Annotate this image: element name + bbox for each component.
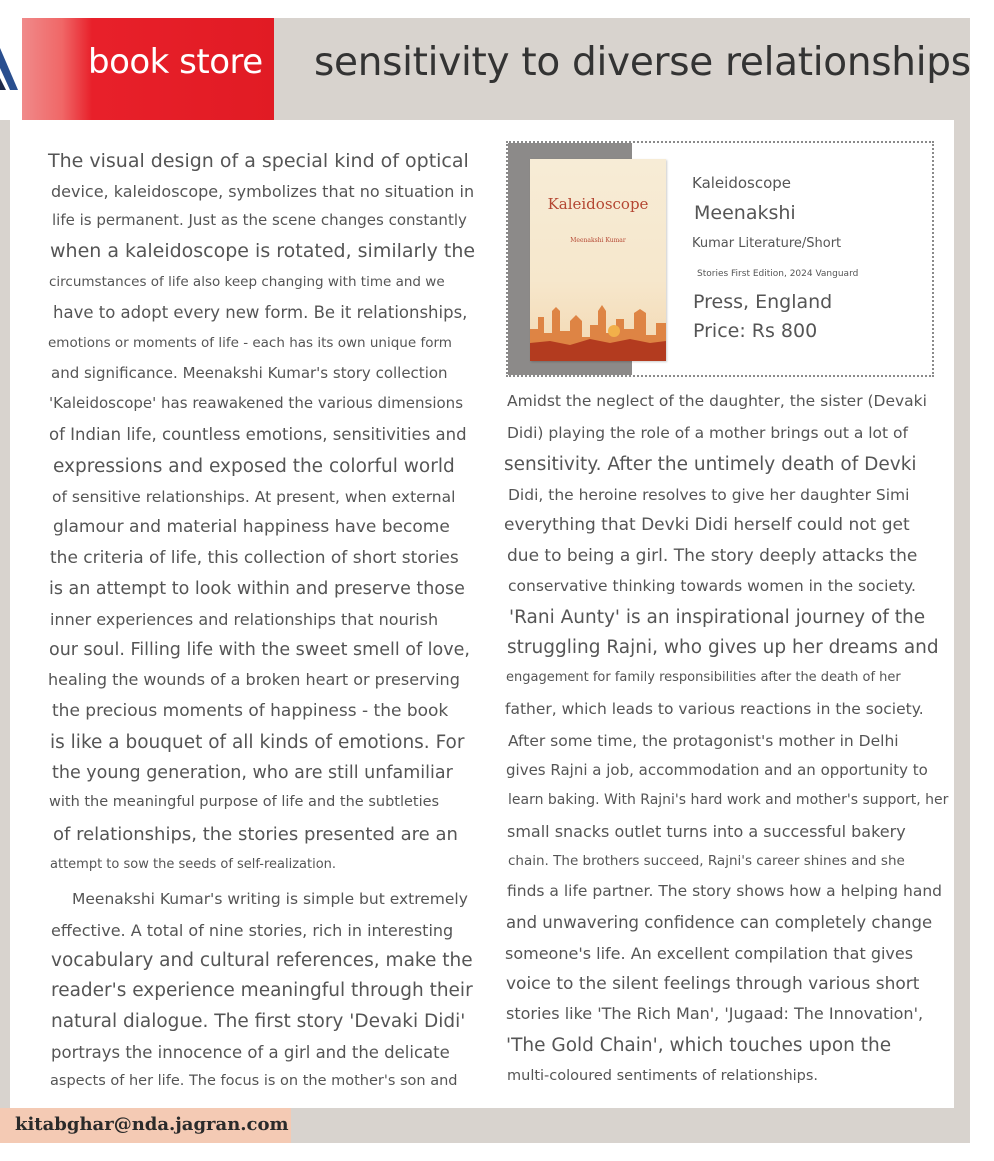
book-edition: Stories First Edition, 2024 Vanguard xyxy=(697,269,859,279)
text-line: everything that Devki Didi herself could not get xyxy=(504,515,910,535)
text-line: aspects of her life. The focus is on the mother's son and xyxy=(50,1073,458,1089)
text-line: when a kaleidoscope is rotated, similarly the xyxy=(50,240,476,262)
text-line: and significance. Meenakshi Kumar's story collection xyxy=(51,364,448,382)
book-price: Price: Rs 800 xyxy=(693,320,818,342)
text-line: expressions and exposed the colorful world xyxy=(53,456,455,477)
text-line: have to adopt every new form. Be it relationships, xyxy=(53,303,468,322)
book-details xyxy=(692,171,858,349)
text-line: Meenakshi Kumar's writing is simple but extremely xyxy=(72,890,468,908)
footer-contact xyxy=(0,1108,291,1143)
book-title: Kaleidoscope xyxy=(692,174,792,192)
logo-mark-icon xyxy=(0,38,22,98)
text-line: the criteria of life, this collection of short stories xyxy=(50,548,459,568)
text-line: healing the wounds of a broken heart or preserving xyxy=(48,670,460,689)
text-line: and unwavering confidence can completely change xyxy=(506,913,933,932)
text-line: with the meaningful purpose of life and the subtleties xyxy=(49,794,440,810)
text-line: sensitivity. After the untimely death of Devki xyxy=(504,454,917,475)
text-line: 'Kaleidoscope' has reawakened the various dimensions xyxy=(49,394,464,412)
text-line: is like a bouquet of all kinds of emotions. For xyxy=(50,732,465,753)
text-line: conservative thinking towards women in the society. xyxy=(508,577,916,595)
city-skyline-icon xyxy=(530,281,666,361)
text-line: Didi) playing the role of a mother brings out a lot of xyxy=(507,424,908,442)
article-headline: sensitivity to diverse relationships xyxy=(314,40,971,85)
text-line: The visual design of a special kind of optical xyxy=(48,150,469,172)
text-line: inner experiences and relationships that nourish xyxy=(50,610,439,629)
text-line: Didi, the heroine resolves to give her daughter Simi xyxy=(508,486,910,504)
text-line: father, which leads to various reactions in the society. xyxy=(505,700,924,718)
article-right-column xyxy=(504,385,949,1089)
text-line: device, kaleidoscope, symbolizes that no situation in xyxy=(51,182,475,201)
book-cover-title: Kaleidoscope xyxy=(547,195,649,213)
text-line: our soul. Filling life with the sweet smell of love, xyxy=(49,640,470,660)
contact-email-link[interactable]: kitabghar@nda.jagran.com xyxy=(15,1114,289,1135)
text-line: glamour and material happiness have become xyxy=(53,517,450,537)
article-left-column xyxy=(48,140,478,1095)
book-publisher: Press, England xyxy=(693,291,833,313)
text-line: someone's life. An excellent compilation that gives xyxy=(505,944,914,963)
text-line: of Indian life, countless emotions, sensitivities and xyxy=(49,425,467,444)
text-line: circumstances of life also keep changing with time and we xyxy=(49,274,445,290)
text-line: chain. The brothers succeed, Rajni's career shines and she xyxy=(508,853,905,869)
text-line: stories like 'The Rich Man', 'Jugaad: The Innovation', xyxy=(506,1004,924,1023)
book-cover xyxy=(530,159,666,361)
text-line: of relationships, the stories presented are an xyxy=(53,824,458,845)
text-line: 'Rani Aunty' is an inspirational journey of the xyxy=(509,607,926,628)
text-line: the young generation, who are still unfamiliar xyxy=(52,763,453,783)
book-info-box xyxy=(506,141,934,377)
text-line: natural dialogue. The first story 'Devaki Didi' xyxy=(51,1011,466,1032)
text-line: After some time, the protagonist's mother in Delhi xyxy=(508,732,899,750)
text-line: finds a life partner. The story shows how a helping hand xyxy=(507,882,942,900)
text-line: emotions or moments of life - each has its own unique form xyxy=(48,335,452,351)
section-tag: book store xyxy=(88,42,263,82)
text-line: of sensitive relationships. At present, when external xyxy=(52,488,456,506)
publication-logo xyxy=(0,18,22,120)
text-line: struggling Rajni, who gives up her dreams and xyxy=(507,637,939,658)
text-line: voice to the silent feelings through various short xyxy=(506,974,920,994)
book-cover-author: Meenakshi Kumar xyxy=(570,237,626,244)
text-line: due to being a girl. The story deeply attacks the xyxy=(507,546,918,566)
text-line: vocabulary and cultural references, make the xyxy=(51,950,473,971)
text-line: the precious moments of happiness - the book xyxy=(52,701,449,721)
text-line: gives Rajni a job, accommodation and an opportunity to xyxy=(506,761,928,779)
text-line: multi-coloured sentiments of relationships. xyxy=(507,1068,819,1084)
text-line: reader's experience meaningful through their xyxy=(51,980,473,1001)
text-line: effective. A total of nine stories, rich in interesting xyxy=(51,921,454,940)
text-line: life is permanent. Just as the scene changes constantly xyxy=(52,211,467,229)
text-line: Amidst the neglect of the daughter, the sister (Devaki xyxy=(507,392,927,410)
book-author-genre: Kumar Literature/Short xyxy=(692,236,842,251)
text-line: is an attempt to look within and preserve those xyxy=(49,579,465,599)
text-line: learn baking. With Rajni's hard work and mother's support, her xyxy=(508,792,949,808)
text-line: small snacks outlet turns into a successful bakery xyxy=(507,822,906,841)
text-line: portrays the innocence of a girl and the delicate xyxy=(51,1043,450,1062)
text-line: attempt to sow the seeds of self-realization. xyxy=(50,857,337,872)
text-line: engagement for family responsibilities after the death of her xyxy=(506,670,901,685)
book-author-first: Meenakshi xyxy=(694,202,796,224)
text-line: 'The Gold Chain', which touches upon the xyxy=(506,1035,892,1056)
